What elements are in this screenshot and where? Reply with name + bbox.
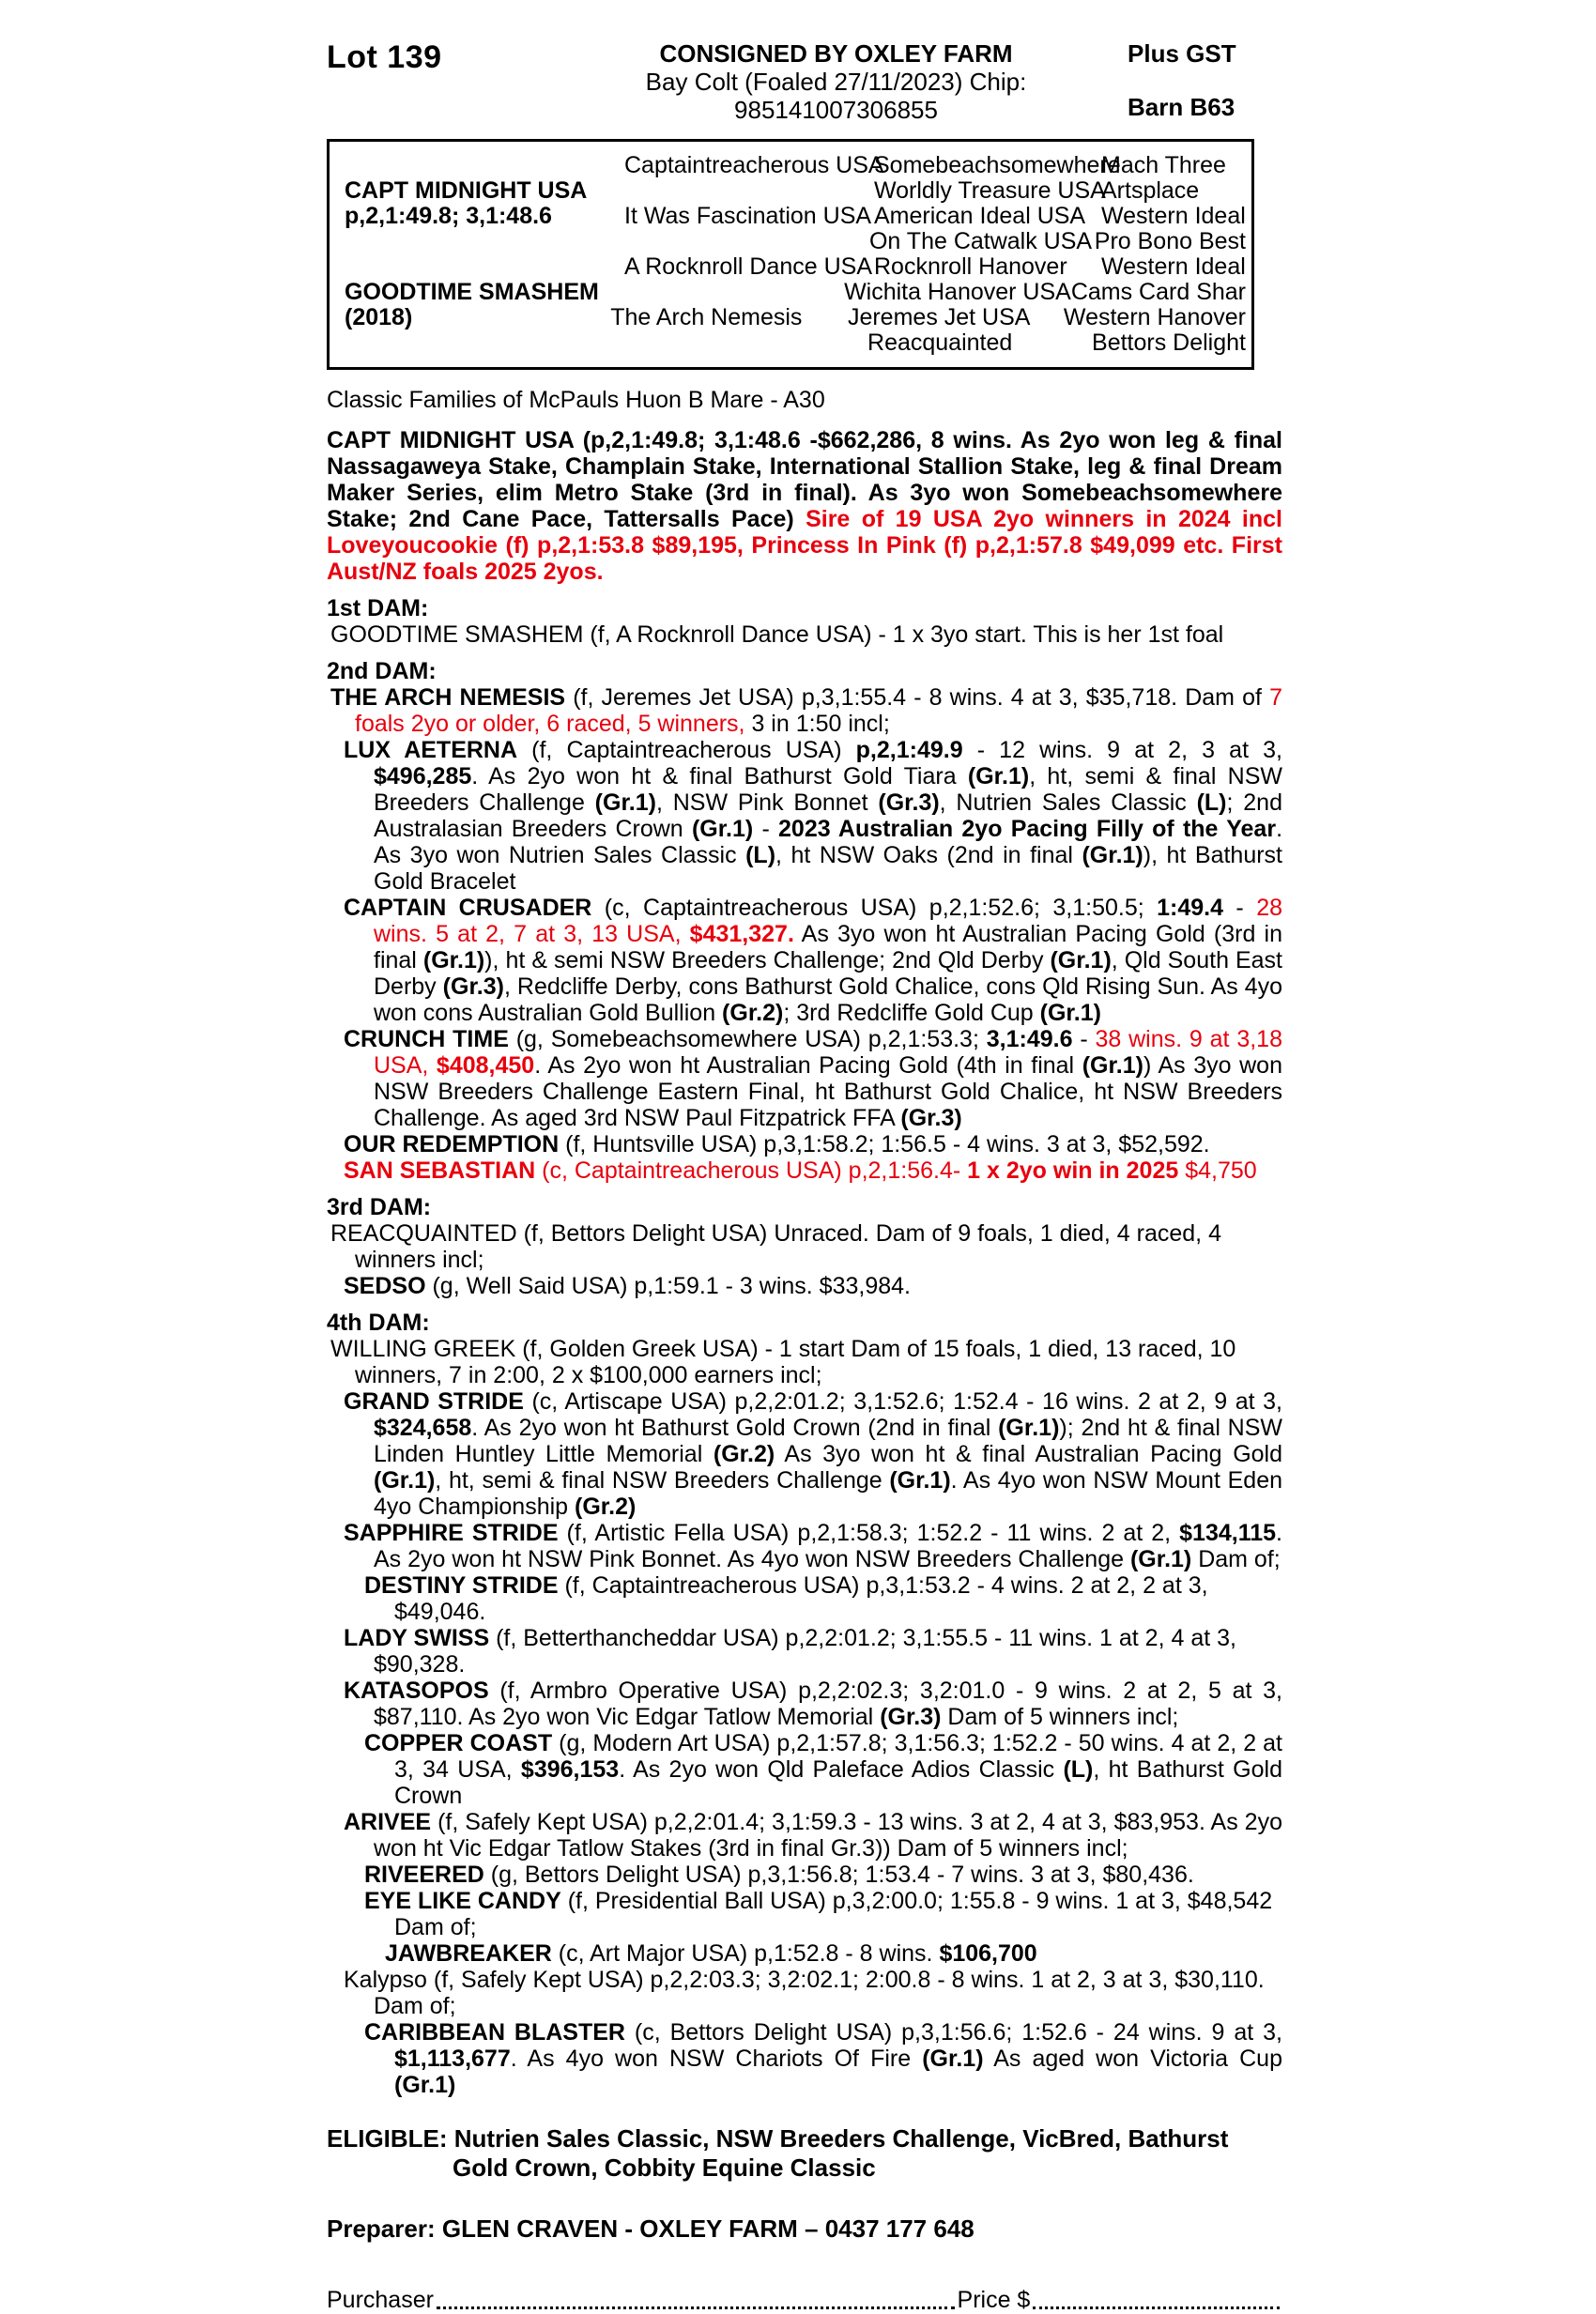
para-arivee: ARIVEE (f, Safely Kept USA) p,2,2:01.4; 3,1:59.3 - 13 wins. 3 at 2, 4 at 3, $83,953. As 2yo won ht Vic Edgar Tatlow Stakes (3rd in final Gr.3)) Dam of 5 winners incl; <box>344 1809 1282 1862</box>
purchaser-fill-line[interactable] <box>437 2306 955 2309</box>
foal-description: Bay Colt (Foaled 27/11/2023) Chip: 985141007306855 <box>645 68 1027 124</box>
pedigree-cell <box>624 178 874 204</box>
para-captain-crusader: CAPTAIN CRUSADER (c, Captaintreacherous USA) p,2,1:52.6; 3,1:50.5; 1:49.4 - 28 wins. 5 at 2, 7 at 3, 13 USA, $431,327. As 3yo won ht Australian Pacing Gold (3rd in final (Gr.1)), ht & semi NSW Breeders Challenge; 2nd Qld Derby (Gr.1), Qld South East Derby (Gr.3), Redcliffe Derby, cons Bathurst Gold Chalice, cons Qld Rising Sun. As 4yo won cons Australian Gold Bullion (Gr.2); 3rd Redcliffe Gold Cup (Gr.1) <box>344 895 1283 1026</box>
pedigree-cell: CAPT MIDNIGHT USA <box>345 177 588 204</box>
header-center <box>545 39 1128 124</box>
pedigree-cell: Mach Three <box>1101 152 1226 178</box>
pedigree-cell: Western Hanover <box>1063 304 1246 330</box>
pedigree-cell: Bettors Delight <box>1092 329 1246 356</box>
pedigree-cell: p,2,1:49.8; 3,1:48.6 <box>345 203 552 229</box>
pedigree-row <box>345 305 1246 330</box>
para-riveered: RIVEERED (g, Bettors Delight USA) p,3,1:56.8; 1:53.4 - 7 wins. 3 at 3, $80,436. <box>364 1862 1194 1888</box>
para-jawbreaker: JAWBREAKER (c, Art Major USA) p,1:52.8 - 8 wins. $106,700 <box>385 1940 1037 1967</box>
pedigree-row <box>345 254 1246 280</box>
pedigree-row <box>345 178 1246 204</box>
pedigree-cell: A Rocknroll Dance USA <box>624 253 873 280</box>
para-willing-greek: WILLING GREEK (f, Golden Greek USA) - 1 start Dam of 15 foals, 1 died, 13 raced, 10 winners, 7 in 2:00, 2 x $100,000 earners incl; <box>330 1336 1236 1388</box>
pedigree-cell <box>345 229 622 254</box>
pedigree-table <box>327 139 1254 370</box>
heading-4th-dam: 4th DAM: <box>327 1310 430 1336</box>
pedigree-cell: (2018) <box>345 304 413 330</box>
para-reacquainted: REACQUAINTED (f, Bettors Delight USA) Unraced. Dam of 9 foals, 1 died, 4 raced, 4 winners incl; <box>330 1220 1221 1273</box>
eligible-series: ELIGIBLE: Nutrien Sales Classic, NSW Breeders Challenge, VicBred, Bathurst Gold Crown, Cobbity Equine Classic <box>327 2124 1229 2182</box>
para-katasopos: KATASOPOS (f, Armbro Operative USA) p,2,2:02.3; 3,2:01.0 - 9 wins. 2 at 2, 5 at 3, $87,110. As 2yo won Vic Edgar Tatlow Memorial (Gr.3) Dam of 5 winners incl; <box>344 1678 1282 1730</box>
pedigree-cell <box>621 330 867 356</box>
pedigree-cell <box>622 229 869 254</box>
para-san-sebastian: SAN SEBASTIAN (c, Captaintreacherous USA) p,2,1:56.4- 1 x 2yo win in 2025 $4,750 <box>344 1157 1257 1184</box>
para-lady-swiss: LADY SWISS (f, Betterthancheddar USA) p,2,2:01.2; 3,1:55.5 - 11 wins. 1 at 2, 4 at 3, $90,328. <box>344 1625 1236 1678</box>
pedigree-cell: Western Ideal <box>1101 203 1246 229</box>
para-caribbean-blaster: CARIBBEAN BLASTER (c, Bettors Delight USA) p,3,1:56.6; 1:52.6 - 24 wins. 9 at 3, $1,113,677. As 4yo won NSW Chariots Of Fire (Gr.1) As aged won Victoria Cup (Gr.1) <box>364 2019 1282 2098</box>
page-content <box>327 39 1282 2314</box>
pedigree-cell: American Ideal USA <box>874 203 1086 229</box>
header-right <box>1128 39 1282 121</box>
heading-3rd-dam: 3rd DAM: <box>327 1194 432 1220</box>
pedigree-cell: It Was Fascination USA <box>624 203 872 229</box>
para-sapphire-stride: SAPPHIRE STRIDE (f, Artistic Fella USA) p,2,1:58.3; 1:52.2 - 11 wins. 2 at 2, $134,115. As 2yo won ht NSW Pink Bonnet. As 4yo won NSW Breeders Challenge (Gr.1) Dam of; <box>344 1520 1282 1572</box>
para-copper-coast: COPPER COAST (g, Modern Art USA) p,2,1:57.8; 3,1:56.3; 1:52.2 - 50 wins. 4 at 2, 2 at 3, 34 USA, $396,153. As 2yo won Qld Paleface Adios Classic (L), ht Bathurst Gold Crown <box>364 1730 1282 1809</box>
pedigree-cell: Rocknroll Hanover <box>874 253 1067 280</box>
pedigree-cell: GOODTIME SMASHEM <box>345 279 599 305</box>
pedigree-cell: On The Catwalk USA <box>868 228 1093 254</box>
pedigree-cell: Somebeachsomewhere <box>874 152 1121 178</box>
pedigree-row <box>345 204 1246 229</box>
para-destiny-stride: DESTINY STRIDE (f, Captaintreacherous USA) p,3,1:53.2 - 4 wins. 2 at 2, 2 at 3, $49,046. <box>364 1572 1208 1625</box>
price-label: Price $ <box>957 2287 1031 2313</box>
para-crunch-time: CRUNCH TIME (g, Somebeachsomewhere USA) p,2,1:53.3; 3,1:49.6 - 38 wins. 9 at 3,18 USA, $408,450. As 2yo won ht Australian Pacing Gold (4th in final (Gr.1)) As 3yo won NSW Breeders Challenge Eastern Final, ht Bathurst Gold Chalice, ht NSW Breeders Challenge. As aged 3rd NSW Paul Fitzpatrick FFA (Gr.3) <box>344 1026 1282 1131</box>
pedigree-cell: Wichita Hanover USA <box>844 279 1071 305</box>
para-sedso: SEDSO (g, Well Said USA) p,1:59.1 - 3 wins. $33,984. <box>344 1273 911 1299</box>
price-fill-line[interactable] <box>1033 2306 1280 2309</box>
pedigree-cell: Worldly Treasure USA <box>874 177 1106 204</box>
pedigree-cell <box>345 153 624 178</box>
pedigree-cell: Reacquainted <box>867 329 1013 356</box>
para-the-arch-nemesis: THE ARCH NEMESIS (f, Jeremes Jet USA) p,3,1:55.4 - 8 wins. 4 at 3, $35,718. Dam of 7 foals 2yo or older, 6 raced, 5 winners, 3 in 1:50 incl; <box>330 684 1282 737</box>
para-grand-stride: GRAND STRIDE (c, Artiscape USA) p,2,2:01.2; 3,1:52.6; 1:52.4 - 16 wins. 2 at 2, 9 at 3, $324,658. As 2yo won ht Bathurst Gold Crown (2nd in final (Gr.1)); 2nd ht & final NSW Linden Huntley Little Memorial (Gr.2) As 3yo won ht & final Australian Pacing Gold (Gr.1), ht, semi & final NSW Breeders Challenge (Gr.1). As 4yo won NSW Mount Eden 4yo Championship (Gr.2) <box>344 1388 1283 1520</box>
pedigree-cell: The Arch Nemesis <box>610 304 803 330</box>
family-line: Classic Families of McPauls Huon B Mare - A30 <box>327 387 825 413</box>
pedigree-row <box>345 153 1246 178</box>
para-kalypso: Kalypso (f, Safely Kept USA) p,2,2:03.3; 3,2:02.1; 2:00.8 - 8 wins. 1 at 2, 3 at 3, $30,110. Dam of; <box>344 1967 1265 2019</box>
barn-number: Barn B63 <box>1128 93 1235 121</box>
heading-1st-dam: 1st DAM: <box>327 595 429 621</box>
preparer-line: Preparer: GLEN CRAVEN - OXLEY FARM – 0437 177 648 <box>327 2214 974 2243</box>
para-sire-capt-midnight: CAPT MIDNIGHT USA (p,2,1:49.8; 3,1:48.6 -$662,286, 8 wins. As 2yo won leg & final Nassagaweya Stake, Champlain Stake, International Stallion Stake, leg & final Dream Maker Series, elim Metro Stake (3rd in final). As 3yo won Somebeachsomewhere Stake; 2nd Cane Pace, Tattersalls Pace) Sire of 19 USA 2yo winners in 2024 incl Loveyoucookie (f) p,2,1:53.8 $89,195, Princess In Pink (f) p,2,1:57.8 $49,099 etc. First Aust/NZ foals 2025 2yos. <box>327 427 1282 585</box>
gst-note: Plus GST <box>1128 39 1236 68</box>
pedigree-cell <box>608 280 844 305</box>
pedigree-cell: Artsplace <box>1101 177 1200 204</box>
para-our-redemption: OUR REDEMPTION (f, Huntsville USA) p,3,1:58.2; 1:56.5 - 4 wins. 3 at 3, $52,592. <box>344 1131 1210 1157</box>
pedigree-row <box>345 330 1246 356</box>
pedigree-cell: Cams Card Shar <box>1070 279 1246 305</box>
para-eye-like-candy: EYE LIKE CANDY (f, Presidential Ball USA) p,3,2:00.0; 1:55.8 - 9 wins. 1 at 3, $48,542 Dam of; <box>364 1888 1273 1940</box>
pedigree-row <box>345 229 1246 254</box>
para-lux-aeterna: LUX AETERNA (f, Captaintreacherous USA) p,2,1:49.9 - 12 wins. 9 at 2, 3 at 3, $496,285. As 2yo won ht & final Bathurst Gold Tiara (Gr.1), ht, semi & final NSW Breeders Challenge (Gr.1), NSW Pink Bonnet (Gr.3), Nutrien Sales Classic (L); 2nd Australasian Breeders Crown (Gr.1) - 2023 Australian 2yo Pacing Filly of the Year. As 3yo won Nutrien Sales Classic (L), ht NSW Oaks (2nd in final (Gr.1)), ht Bathurst Gold Bracelet <box>344 737 1283 895</box>
purchaser-label: Purchaser <box>327 2287 434 2313</box>
pedigree-cell: Western Ideal <box>1101 253 1246 280</box>
heading-2nd-dam: 2nd DAM: <box>327 658 437 684</box>
purchaser-row <box>327 2287 1282 2314</box>
page-header <box>327 39 1282 124</box>
pedigree-cell: Pro Bono Best <box>1094 228 1246 254</box>
para-goodtime-smashem: GOODTIME SMASHEM (f, A Rocknroll Dance USA) - 1 x 3yo start. This is her 1st foal <box>330 621 1224 648</box>
consignor-line: CONSIGNED BY OXLEY FARM <box>659 39 1013 68</box>
pedigree-cell: Captaintreacherous USA <box>624 152 884 178</box>
pedigree-cell <box>345 254 624 280</box>
lot-number: Lot 139 <box>327 39 442 75</box>
pedigree-row <box>345 280 1246 305</box>
pedigree-cell: Jeremes Jet USA <box>847 304 1031 330</box>
pedigree-text <box>327 427 1282 2098</box>
pedigree-cell <box>345 330 621 356</box>
